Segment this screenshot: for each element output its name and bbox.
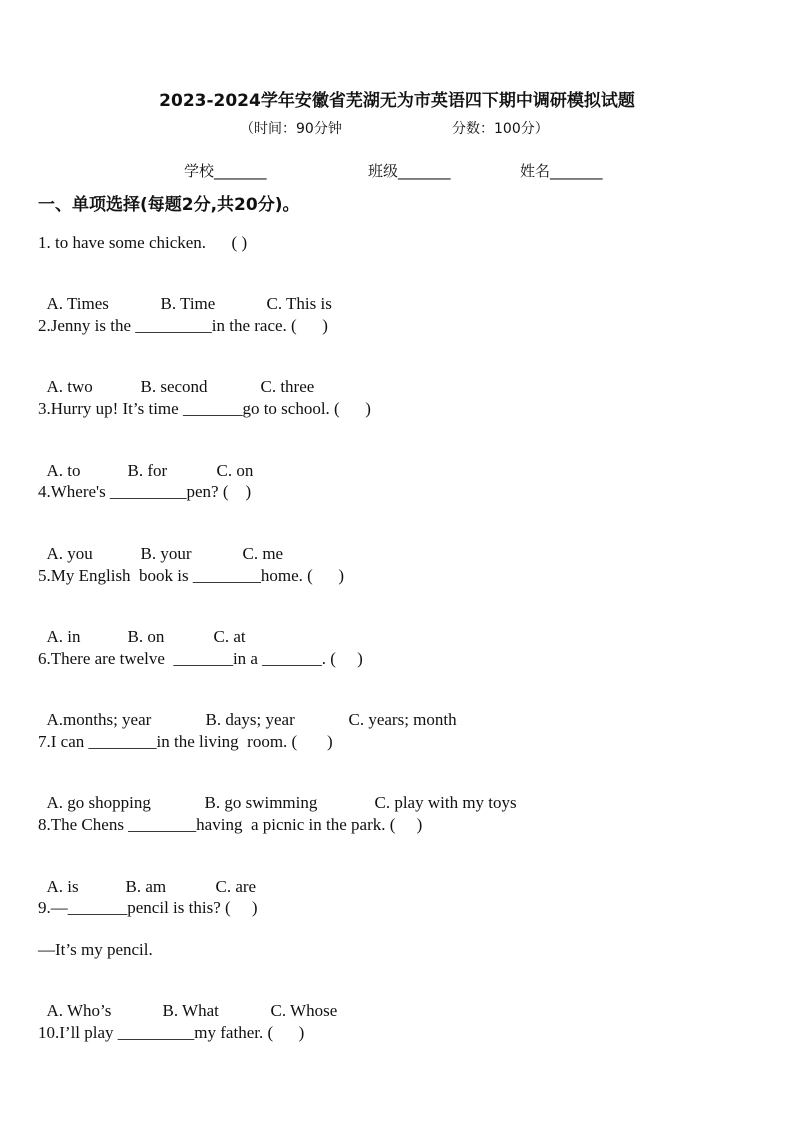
question-reply: —It’s my pencil. — [38, 940, 153, 959]
option-c[interactable]: C. years; month — [348, 710, 457, 729]
name-field: 姓名_______ — [520, 162, 603, 180]
question-options — [38, 357, 314, 397]
question-options — [38, 981, 337, 1021]
option-c[interactable]: C. three — [260, 377, 315, 396]
school-field: 学校_______ — [184, 162, 267, 180]
option-b[interactable]: B. days; year — [205, 710, 295, 729]
exam-title: 2023-2024学年安徽省芜湖无为市英语四下期中调研模拟试题 — [159, 91, 635, 111]
option-b[interactable]: B. What — [162, 1001, 219, 1020]
option-a[interactable]: A. to — [46, 461, 81, 480]
option-b[interactable]: B. for — [127, 461, 168, 480]
question-stem: 8.The Chens ________having a picnic in the park. ( ) — [38, 815, 423, 834]
option-b[interactable]: B. on — [127, 627, 165, 646]
option-a[interactable]: A. is — [46, 877, 79, 896]
option-b[interactable]: B. your — [140, 544, 192, 563]
option-c[interactable]: C. are — [215, 877, 257, 896]
question-stem: 1. to have some chicken. ( ) — [38, 233, 248, 252]
question-options — [38, 773, 517, 813]
option-a[interactable]: A. two — [46, 377, 93, 396]
question-options — [38, 441, 253, 481]
question-stem: 6.There are twelve _______in a _______. ( ) — [38, 649, 363, 668]
option-a[interactable]: A. in — [46, 627, 81, 646]
question-stem: 3.Hurry up! It’s time _______go to school. ( ) — [38, 399, 371, 418]
question-options — [38, 857, 256, 897]
option-a[interactable]: A. you — [46, 544, 93, 563]
option-c[interactable]: C. play with my toys — [374, 793, 517, 812]
question-options — [38, 274, 332, 314]
option-c[interactable]: C. on — [216, 461, 254, 480]
option-c[interactable]: C. Whose — [270, 1001, 338, 1020]
question-stem: 2.Jenny is the _________in the race. ( ) — [38, 316, 328, 335]
question-stem: 10.I’ll play _________my father. ( ) — [38, 1023, 305, 1042]
section-heading: 一、单项选择(每题2分,共20分)。 — [38, 195, 300, 215]
option-a[interactable]: A. Times — [46, 294, 109, 313]
option-c[interactable]: C. at — [213, 627, 246, 646]
question-options — [38, 690, 457, 730]
option-b[interactable]: B. second — [140, 377, 208, 396]
question-options — [38, 524, 283, 564]
question-options — [38, 607, 246, 647]
option-c[interactable]: C. This is — [266, 294, 332, 313]
question-stem: 9.—_______pencil is this? ( ) — [38, 898, 258, 917]
class-field: 班级_______ — [368, 162, 451, 180]
exam-score: 分数：100分） — [452, 121, 549, 137]
question-stem: 7.I can ________in the living room. ( ) — [38, 732, 333, 751]
question-stem: 4.Where's _________pen? ( ) — [38, 482, 252, 501]
option-a[interactable]: A. Who’s — [46, 1001, 112, 1020]
question-stem: 5.My English book is ________home. ( ) — [38, 566, 344, 585]
option-b[interactable]: B. go swimming — [204, 793, 318, 812]
option-b[interactable]: B. Time — [160, 294, 216, 313]
exam-time: （时间：90分钟 — [240, 121, 342, 137]
option-c[interactable]: C. me — [242, 544, 284, 563]
option-a[interactable]: A.months; year — [46, 710, 152, 729]
option-a[interactable]: A. go shopping — [46, 793, 151, 812]
option-b[interactable]: B. am — [125, 877, 167, 896]
